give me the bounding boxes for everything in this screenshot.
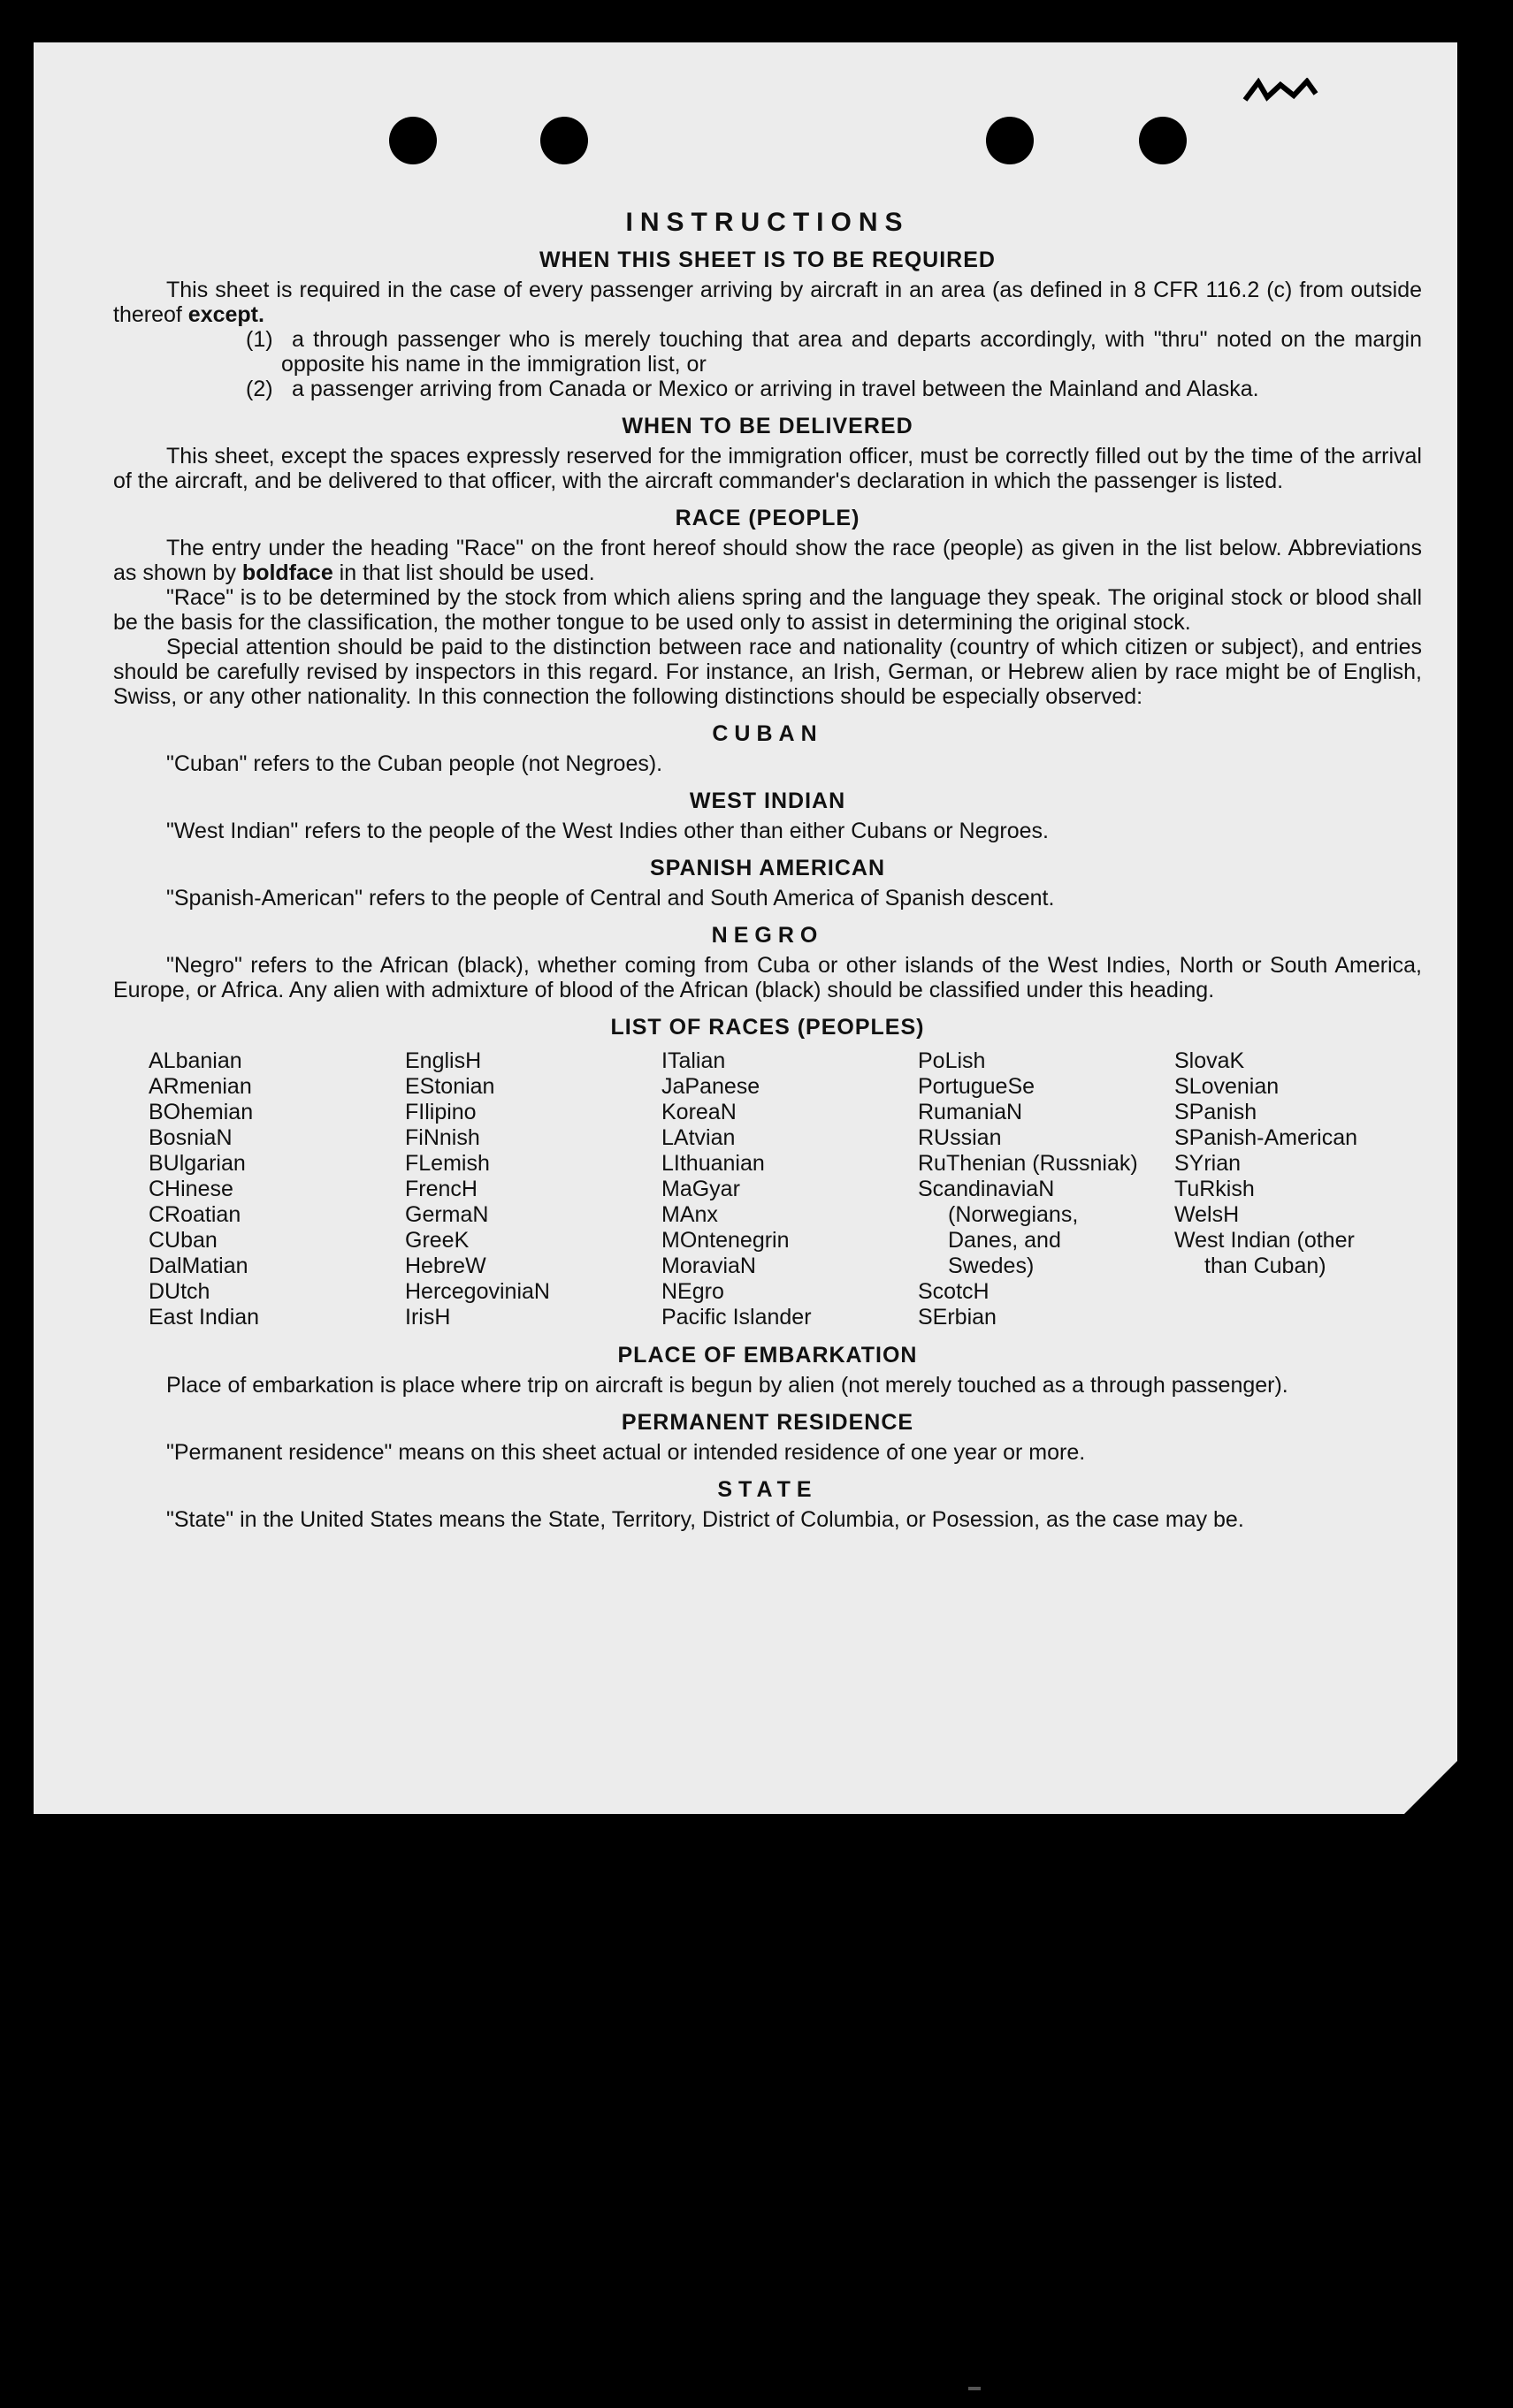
section-heading: PLACE OF EMBARKATION (617, 1343, 918, 1368)
race-entry: ARmenian (149, 1074, 252, 1099)
punch-hole (389, 117, 437, 164)
race-entry: SlovaK (1174, 1048, 1245, 1073)
punch-hole (986, 117, 1034, 164)
race-entry: ScandinaviaN (918, 1177, 1055, 1201)
race-entry: FrencH (405, 1177, 478, 1201)
race-column (405, 1048, 653, 1330)
race-entry: BUlgarian (149, 1151, 246, 1176)
section-heading: LIST OF RACES (PEOPLES) (610, 1015, 925, 1040)
text: in that list should be used. (339, 560, 595, 585)
race-entry: RuThenian (Russniak) (918, 1151, 1138, 1176)
race-entry: SErbian (918, 1305, 997, 1330)
race-entry: DalMatian (149, 1254, 248, 1278)
race-entry: PoLish (918, 1048, 986, 1073)
race-column (1174, 1048, 1422, 1330)
scan-mark (968, 2387, 981, 2390)
race-entry: SPanish (1174, 1100, 1257, 1124)
race-entry: FiNnish (405, 1125, 480, 1150)
section-heading: WEST INDIAN (689, 789, 846, 813)
race-column (918, 1048, 1165, 1330)
race-entry: GermaN (405, 1202, 489, 1227)
section-heading: NEGRO (711, 923, 824, 948)
punch-hole (1139, 117, 1187, 164)
race-entry: FLemish (405, 1151, 490, 1176)
section-heading: STATE (717, 1477, 818, 1502)
race-entry: CUban (149, 1228, 218, 1253)
race-list (149, 1048, 1422, 1330)
race-entry: EStonian (405, 1074, 495, 1099)
paragraph: "Cuban" refers to the Cuban people (not Negroes). (166, 751, 663, 776)
race-entry: ITalian (661, 1048, 726, 1073)
race-entry: PortugueSe (918, 1074, 1035, 1099)
section-heading: WHEN TO BE DELIVERED (622, 414, 913, 438)
race-entry: (Norwegians, (948, 1202, 1079, 1227)
race-entry: SLovenian (1174, 1074, 1280, 1099)
race-entry: IrisH (405, 1305, 451, 1330)
paragraph: Place of embarkation is place where trip on aircraft is begun by alien (not merely touched as a through passenger). (166, 1373, 1288, 1398)
race-entry: ScotcH (918, 1279, 990, 1304)
section-heading: WHEN THIS SHEET IS TO BE REQUIRED (539, 248, 996, 272)
race-entry: BOhemian (149, 1100, 254, 1124)
race-entry: NEgro (661, 1279, 724, 1304)
race-entry: East Indian (149, 1305, 260, 1330)
paragraph: "Spanish-American" refers to the people of Central and South America of Spanish descent. (166, 886, 1055, 911)
race-entry: EnglisH (405, 1048, 482, 1073)
item-text: a through passenger who is merely touching that area and departs accordingly, with "thru" noted on the margin opposite his name in the immigration list, or (281, 327, 1422, 377)
race-entry: GreeK (405, 1228, 470, 1253)
paragraph: "Negro" refers to the African (black), whether coming from Cuba or other islands of the West Indies, North or South America, Europe, or Africa. Any alien with admixture of blood of the African (black) should be classified under this heading. (113, 953, 1422, 1002)
race-entry: MOntenegrin (661, 1228, 790, 1253)
race-entry: RUssian (918, 1125, 1002, 1150)
section-heading: CUBAN (712, 721, 823, 746)
bold-text: boldface (241, 560, 333, 585)
bold-text: except. (187, 302, 264, 327)
race-entry: WelsH (1174, 1202, 1240, 1227)
race-entry: CHinese (149, 1177, 233, 1201)
race-entry: LAtvian (661, 1125, 736, 1150)
list-item (113, 327, 1422, 377)
race-entry: HebreW (405, 1254, 486, 1278)
document-sheet (34, 42, 1457, 1814)
section-heading: RACE (PEOPLE) (675, 506, 860, 530)
race-entry: West Indian (other (1174, 1228, 1355, 1253)
race-column (661, 1048, 909, 1330)
page-fold (1404, 1761, 1457, 1814)
race-entry: JaPanese (661, 1074, 760, 1099)
item-number: (2) (246, 377, 273, 401)
race-entry: DUtch (149, 1279, 210, 1304)
race-entry: HercegoviniaN (405, 1279, 550, 1304)
race-entry: MAnx (661, 1202, 718, 1227)
text: The entry under the heading "Race" on the front hereof should show the race (people) as given in the list below. Abbreviations as shown by (113, 536, 1422, 585)
race-entry: ALbanian (149, 1048, 242, 1073)
paragraph (113, 536, 1422, 585)
paragraph: "Permanent residence" means on this sheet actual or intended residence of one year or more. (166, 1440, 1086, 1465)
race-entry: than Cuban) (1204, 1254, 1326, 1278)
race-entry: RumaniaN (918, 1100, 1023, 1124)
race-entry: SPanish-American (1174, 1125, 1358, 1150)
item-number: (1) (246, 327, 273, 352)
race-entry: FIlipino (405, 1100, 477, 1124)
paragraph: Special attention should be paid to the distinction between race and nationality (country of which citizen or subject), and entries should be carefully revised by inspectors in this regard. For instance, an Irish, German, or Hebrew alien by race might be of English, Swiss, or any other nationality. In this connection the following distinctions should be especially observed: (113, 635, 1422, 709)
paragraph: "West Indian" refers to the people of the West Indies other than either Cubans or Negroes. (166, 819, 1049, 843)
race-entry: SYrian (1174, 1151, 1242, 1176)
race-column (149, 1048, 396, 1330)
paragraph: This sheet, except the spaces expressly reserved for the immigration officer, must be correctly filled out by the time of the arrival of the aircraft, and be delivered to that officer, with the aircraft commander's declaration in which the passenger is listed. (113, 444, 1422, 493)
instructions-body (113, 210, 1422, 1532)
race-entry: Swedes) (948, 1254, 1035, 1278)
page-title: INSTRUCTIONS (625, 208, 910, 237)
race-entry: Danes, and (948, 1228, 1061, 1253)
punch-hole (540, 117, 588, 164)
paragraph: "State" in the United States means the State, Territory, District of Columbia, or Posession, as the case may be. (166, 1507, 1244, 1532)
list-item (113, 377, 1422, 401)
race-entry: TuRkish (1174, 1177, 1255, 1201)
race-entry: KoreaN (661, 1100, 737, 1124)
ink-mark (1241, 78, 1329, 104)
race-entry: BosniaN (149, 1125, 233, 1150)
race-entry: CRoatian (149, 1202, 241, 1227)
race-entry: MaGyar (661, 1177, 740, 1201)
text: This sheet is required in the case of every passenger arriving by aircraft in an area (as defined in 8 CFR 116.2 (c) from outside thereof (113, 278, 1422, 327)
section-heading: SPANISH AMERICAN (649, 856, 885, 880)
race-entry: Pacific Islander (661, 1305, 812, 1330)
paragraph: "Race" is to be determined by the stock from which aliens spring and the language they speak. The original stock or blood shall be the basis for the classification, the mother tongue to be used only to assist in determining the original stock. (113, 585, 1422, 635)
race-entry: MoraviaN (661, 1254, 756, 1278)
section-heading: PERMANENT RESIDENCE (621, 1410, 914, 1435)
race-entry: LIthuanian (661, 1151, 765, 1176)
item-text: a passenger arriving from Canada or Mexico or arriving in travel between the Mainland and Alaska. (292, 377, 1259, 401)
paragraph (113, 278, 1422, 327)
